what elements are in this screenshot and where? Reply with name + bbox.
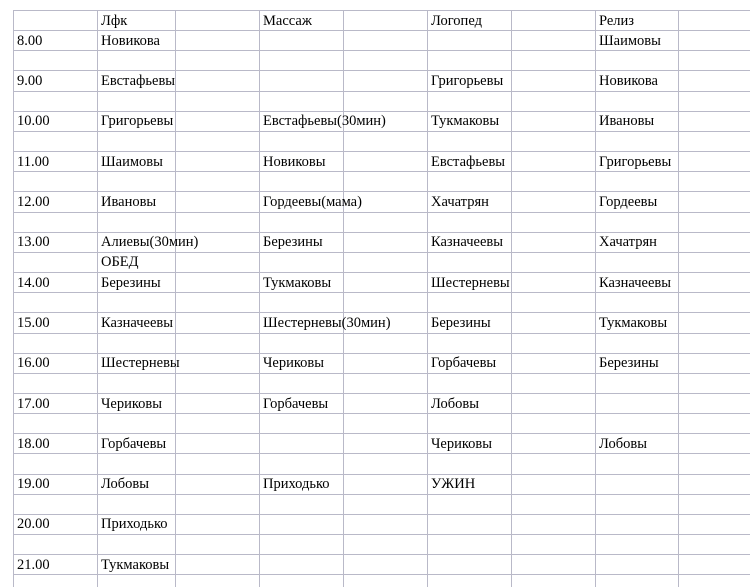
table-row <box>14 252 750 272</box>
cell-release-extra <box>679 514 750 534</box>
cell-release-extra <box>679 152 750 172</box>
cell-massage-extra <box>344 212 428 232</box>
cell-time <box>14 293 98 313</box>
cell-lfk: Шестерневы <box>98 353 176 373</box>
cell-lfk <box>98 494 176 514</box>
cell-speech: Горбачевы <box>428 353 512 373</box>
cell-lfk <box>98 333 176 353</box>
cell-speech: УЖИН <box>428 474 512 494</box>
cell-speech-extra <box>512 293 596 313</box>
cell-release-extra <box>679 494 750 514</box>
cell-lfk: Лфк <box>98 11 176 31</box>
cell-release <box>596 414 679 434</box>
cell-time <box>14 91 98 111</box>
cell-release-extra <box>679 31 750 51</box>
cell-release-extra <box>679 454 750 474</box>
cell-massage <box>260 212 344 232</box>
table-row <box>14 414 750 434</box>
cell-release <box>596 555 679 575</box>
cell-speech-extra <box>512 474 596 494</box>
cell-massage-extra <box>344 152 428 172</box>
cell-lfk <box>98 51 176 71</box>
cell-speech <box>428 293 512 313</box>
cell-lfk-extra <box>176 555 260 575</box>
cell-release-extra <box>679 474 750 494</box>
cell-massage <box>260 555 344 575</box>
cell-massage <box>260 575 344 587</box>
cell-massage: Шестерневы(30мин) <box>260 313 344 333</box>
table-row <box>14 273 750 293</box>
cell-time <box>14 131 98 151</box>
cell-lfk: Лобовы <box>98 474 176 494</box>
cell-massage-extra <box>344 434 428 454</box>
cell-speech: Логопед <box>428 11 512 31</box>
cell-speech-extra <box>512 494 596 514</box>
table-row <box>14 535 750 555</box>
cell-time: 16.00 <box>14 353 98 373</box>
cell-lfk-extra <box>176 434 260 454</box>
cell-release-extra <box>679 51 750 71</box>
cell-speech-extra <box>512 333 596 353</box>
cell-release: Шаимовы <box>596 31 679 51</box>
cell-speech-extra <box>512 535 596 555</box>
cell-speech-extra <box>512 152 596 172</box>
cell-massage <box>260 414 344 434</box>
table-row <box>14 373 750 393</box>
cell-release-extra <box>679 212 750 232</box>
cell-time: 13.00 <box>14 232 98 252</box>
cell-release <box>596 454 679 474</box>
cell-release-extra <box>679 434 750 454</box>
cell-massage <box>260 494 344 514</box>
cell-lfk-extra <box>176 454 260 474</box>
cell-release: Гордеевы <box>596 192 679 212</box>
cell-lfk-extra <box>176 353 260 373</box>
cell-lfk-extra <box>176 172 260 192</box>
cell-speech <box>428 333 512 353</box>
cell-speech: Казначеевы <box>428 232 512 252</box>
cell-time: 11.00 <box>14 152 98 172</box>
cell-lfk <box>98 212 176 232</box>
cell-release-extra <box>679 111 750 131</box>
cell-speech-extra <box>512 212 596 232</box>
cell-lfk: Тукмаковы <box>98 555 176 575</box>
cell-lfk-extra <box>176 212 260 232</box>
table-row <box>14 474 750 494</box>
cell-lfk <box>98 131 176 151</box>
cell-lfk-extra <box>176 333 260 353</box>
cell-lfk: Евстафьевы <box>98 71 176 91</box>
cell-speech-extra <box>512 555 596 575</box>
cell-release-extra <box>679 293 750 313</box>
cell-massage <box>260 535 344 555</box>
cell-massage <box>260 91 344 111</box>
cell-lfk <box>98 172 176 192</box>
table-row <box>14 31 750 51</box>
cell-massage-extra <box>344 353 428 373</box>
cell-speech-extra <box>512 393 596 413</box>
cell-massage <box>260 31 344 51</box>
cell-release <box>596 474 679 494</box>
table-row <box>14 192 750 212</box>
cell-lfk-extra <box>176 91 260 111</box>
cell-speech <box>428 535 512 555</box>
cell-lfk <box>98 575 176 587</box>
cell-lfk: Григорьевы <box>98 111 176 131</box>
cell-lfk: Чериковы <box>98 393 176 413</box>
cell-speech <box>428 373 512 393</box>
cell-speech-extra <box>512 454 596 474</box>
cell-speech <box>428 51 512 71</box>
cell-release <box>596 293 679 313</box>
cell-lfk-extra <box>176 252 260 272</box>
cell-speech <box>428 252 512 272</box>
cell-speech <box>428 414 512 434</box>
cell-lfk-extra <box>176 11 260 31</box>
cell-release: Казначеевы <box>596 273 679 293</box>
cell-time <box>14 51 98 71</box>
cell-massage-extra <box>344 51 428 71</box>
cell-speech: Лобовы <box>428 393 512 413</box>
cell-massage-extra <box>344 414 428 434</box>
cell-release <box>596 172 679 192</box>
cell-massage-extra <box>344 71 428 91</box>
cell-time <box>14 454 98 474</box>
cell-release-extra <box>679 71 750 91</box>
table-row <box>14 51 750 71</box>
cell-massage: Массаж <box>260 11 344 31</box>
cell-lfk <box>98 535 176 555</box>
cell-lfk: Приходько <box>98 514 176 534</box>
table-row <box>14 71 750 91</box>
cell-lfk-extra <box>176 474 260 494</box>
table-row <box>14 555 750 575</box>
table-row <box>14 333 750 353</box>
cell-time: 9.00 <box>14 71 98 91</box>
cell-massage <box>260 131 344 151</box>
table-row <box>14 111 750 131</box>
cell-lfk: Ивановы <box>98 192 176 212</box>
cell-release-extra <box>679 131 750 151</box>
cell-speech-extra <box>512 91 596 111</box>
cell-massage: Горбачевы <box>260 393 344 413</box>
cell-speech-extra <box>512 514 596 534</box>
cell-massage-extra <box>344 252 428 272</box>
cell-speech <box>428 514 512 534</box>
cell-massage <box>260 293 344 313</box>
cell-release-extra <box>679 273 750 293</box>
table-row <box>14 575 750 587</box>
cell-massage: Чериковы <box>260 353 344 373</box>
cell-speech <box>428 212 512 232</box>
cell-release-extra <box>679 252 750 272</box>
cell-lfk-extra <box>176 152 260 172</box>
cell-speech: Хачатрян <box>428 192 512 212</box>
cell-speech-extra <box>512 434 596 454</box>
cell-speech: Тукмаковы <box>428 111 512 131</box>
cell-massage <box>260 333 344 353</box>
cell-release-extra <box>679 393 750 413</box>
cell-time: 19.00 <box>14 474 98 494</box>
cell-lfk-extra <box>176 31 260 51</box>
cell-speech-extra <box>512 313 596 333</box>
cell-massage-extra <box>344 31 428 51</box>
cell-release-extra <box>679 172 750 192</box>
table-row <box>14 494 750 514</box>
cell-speech <box>428 454 512 474</box>
cell-massage <box>260 71 344 91</box>
cell-massage: Приходько <box>260 474 344 494</box>
cell-lfk-extra <box>176 111 260 131</box>
cell-speech-extra <box>512 232 596 252</box>
cell-lfk <box>98 373 176 393</box>
cell-time: 12.00 <box>14 192 98 212</box>
cell-time <box>14 575 98 587</box>
cell-massage-extra <box>344 91 428 111</box>
cell-speech <box>428 494 512 514</box>
cell-release: Тукмаковы <box>596 313 679 333</box>
cell-speech-extra <box>512 575 596 587</box>
cell-speech <box>428 172 512 192</box>
cell-lfk: Алиевы(30мин) <box>98 232 176 252</box>
cell-massage: Березины <box>260 232 344 252</box>
cell-lfk-extra <box>176 494 260 514</box>
cell-lfk <box>98 293 176 313</box>
cell-release: Новикова <box>596 71 679 91</box>
cell-massage-extra <box>344 474 428 494</box>
cell-release: Ивановы <box>596 111 679 131</box>
cell-release <box>596 494 679 514</box>
schedule-sheet <box>13 10 750 587</box>
cell-massage-extra <box>344 11 428 31</box>
table-row <box>14 393 750 413</box>
cell-massage <box>260 514 344 534</box>
cell-lfk: ОБЕД <box>98 252 176 272</box>
cell-release-extra <box>679 333 750 353</box>
cell-release <box>596 252 679 272</box>
cell-release: Березины <box>596 353 679 373</box>
cell-massage <box>260 373 344 393</box>
table-row <box>14 353 750 373</box>
cell-lfk-extra <box>176 192 260 212</box>
cell-release <box>596 333 679 353</box>
cell-speech-extra <box>512 172 596 192</box>
cell-release <box>596 131 679 151</box>
cell-lfk-extra <box>176 393 260 413</box>
cell-lfk-extra <box>176 51 260 71</box>
cell-lfk: Березины <box>98 273 176 293</box>
cell-time <box>14 535 98 555</box>
cell-time: 17.00 <box>14 393 98 413</box>
cell-speech <box>428 91 512 111</box>
cell-release-extra <box>679 313 750 333</box>
cell-lfk-extra <box>176 414 260 434</box>
cell-lfk-extra <box>176 273 260 293</box>
cell-massage-extra <box>344 494 428 514</box>
cell-time <box>14 414 98 434</box>
cell-release: Хачатрян <box>596 232 679 252</box>
cell-speech: Чериковы <box>428 434 512 454</box>
cell-massage-extra <box>344 514 428 534</box>
cell-lfk-extra <box>176 535 260 555</box>
cell-release-extra <box>679 232 750 252</box>
cell-speech-extra <box>512 273 596 293</box>
cell-time <box>14 172 98 192</box>
cell-speech-extra <box>512 353 596 373</box>
cell-release-extra <box>679 575 750 587</box>
cell-massage-extra <box>344 373 428 393</box>
cell-speech-extra <box>512 373 596 393</box>
cell-release-extra <box>679 535 750 555</box>
cell-speech <box>428 31 512 51</box>
cell-massage-extra <box>344 535 428 555</box>
cell-release-extra <box>679 11 750 31</box>
table-row <box>14 172 750 192</box>
table-row <box>14 212 750 232</box>
cell-massage-extra <box>344 555 428 575</box>
cell-time: 15.00 <box>14 313 98 333</box>
cell-speech: Евстафьевы <box>428 152 512 172</box>
cell-speech-extra <box>512 11 596 31</box>
cell-speech-extra <box>512 71 596 91</box>
cell-speech: Григорьевы <box>428 71 512 91</box>
cell-time: 14.00 <box>14 273 98 293</box>
cell-release <box>596 91 679 111</box>
cell-speech-extra <box>512 192 596 212</box>
cell-massage <box>260 172 344 192</box>
cell-massage-extra <box>344 232 428 252</box>
cell-release <box>596 51 679 71</box>
cell-release <box>596 535 679 555</box>
cell-speech-extra <box>512 51 596 71</box>
cell-release-extra <box>679 353 750 373</box>
cell-massage <box>260 454 344 474</box>
cell-release-extra <box>679 414 750 434</box>
cell-lfk-extra <box>176 575 260 587</box>
cell-speech <box>428 555 512 575</box>
cell-speech-extra <box>512 252 596 272</box>
table-row <box>14 454 750 474</box>
cell-massage: Тукмаковы <box>260 273 344 293</box>
cell-time <box>14 494 98 514</box>
cell-release: Лобовы <box>596 434 679 454</box>
cell-speech-extra <box>512 414 596 434</box>
table-row <box>14 514 750 534</box>
cell-time <box>14 11 98 31</box>
cell-speech <box>428 575 512 587</box>
cell-release-extra <box>679 373 750 393</box>
cell-time <box>14 212 98 232</box>
cell-release <box>596 212 679 232</box>
cell-lfk <box>98 414 176 434</box>
cell-time: 18.00 <box>14 434 98 454</box>
table-row <box>14 313 750 333</box>
cell-lfk-extra <box>176 71 260 91</box>
cell-lfk-extra <box>176 373 260 393</box>
cell-lfk-extra <box>176 131 260 151</box>
cell-time <box>14 252 98 272</box>
cell-speech-extra <box>512 131 596 151</box>
cell-lfk <box>98 91 176 111</box>
cell-time: 8.00 <box>14 31 98 51</box>
cell-release: Релиз <box>596 11 679 31</box>
cell-massage-extra <box>344 131 428 151</box>
cell-time <box>14 333 98 353</box>
cell-lfk-extra <box>176 313 260 333</box>
cell-lfk-extra <box>176 514 260 534</box>
cell-massage-extra <box>344 575 428 587</box>
table-row <box>14 232 750 252</box>
cell-lfk-extra <box>176 293 260 313</box>
cell-release-extra <box>679 555 750 575</box>
cell-release <box>596 514 679 534</box>
cell-time: 20.00 <box>14 514 98 534</box>
cell-massage: Гордеевы(мама) <box>260 192 344 212</box>
cell-massage <box>260 51 344 71</box>
cell-time <box>14 373 98 393</box>
cell-speech <box>428 131 512 151</box>
table-row <box>14 434 750 454</box>
table-row <box>14 152 750 172</box>
table-row <box>14 91 750 111</box>
schedule-table <box>13 10 750 587</box>
cell-speech: Березины <box>428 313 512 333</box>
cell-lfk: Новикова <box>98 31 176 51</box>
cell-massage-extra <box>344 333 428 353</box>
cell-time: 21.00 <box>14 555 98 575</box>
cell-release-extra <box>679 192 750 212</box>
cell-release-extra <box>679 91 750 111</box>
cell-massage <box>260 434 344 454</box>
header-row <box>14 11 750 31</box>
cell-massage-extra <box>344 273 428 293</box>
cell-massage-extra <box>344 172 428 192</box>
cell-massage-extra <box>344 293 428 313</box>
cell-lfk: Казначеевы <box>98 313 176 333</box>
cell-massage-extra <box>344 393 428 413</box>
cell-lfk: Шаимовы <box>98 152 176 172</box>
cell-speech-extra <box>512 31 596 51</box>
table-row <box>14 131 750 151</box>
cell-lfk: Горбачевы <box>98 434 176 454</box>
cell-speech-extra <box>512 111 596 131</box>
cell-time: 10.00 <box>14 111 98 131</box>
cell-release: Григорьевы <box>596 152 679 172</box>
table-row <box>14 293 750 313</box>
cell-massage: Новиковы <box>260 152 344 172</box>
cell-massage <box>260 252 344 272</box>
cell-massage: Евстафьевы(30мин) <box>260 111 344 131</box>
cell-release <box>596 373 679 393</box>
cell-massage-extra <box>344 454 428 474</box>
cell-lfk <box>98 454 176 474</box>
cell-release <box>596 575 679 587</box>
cell-speech: Шестерневы <box>428 273 512 293</box>
cell-release <box>596 393 679 413</box>
